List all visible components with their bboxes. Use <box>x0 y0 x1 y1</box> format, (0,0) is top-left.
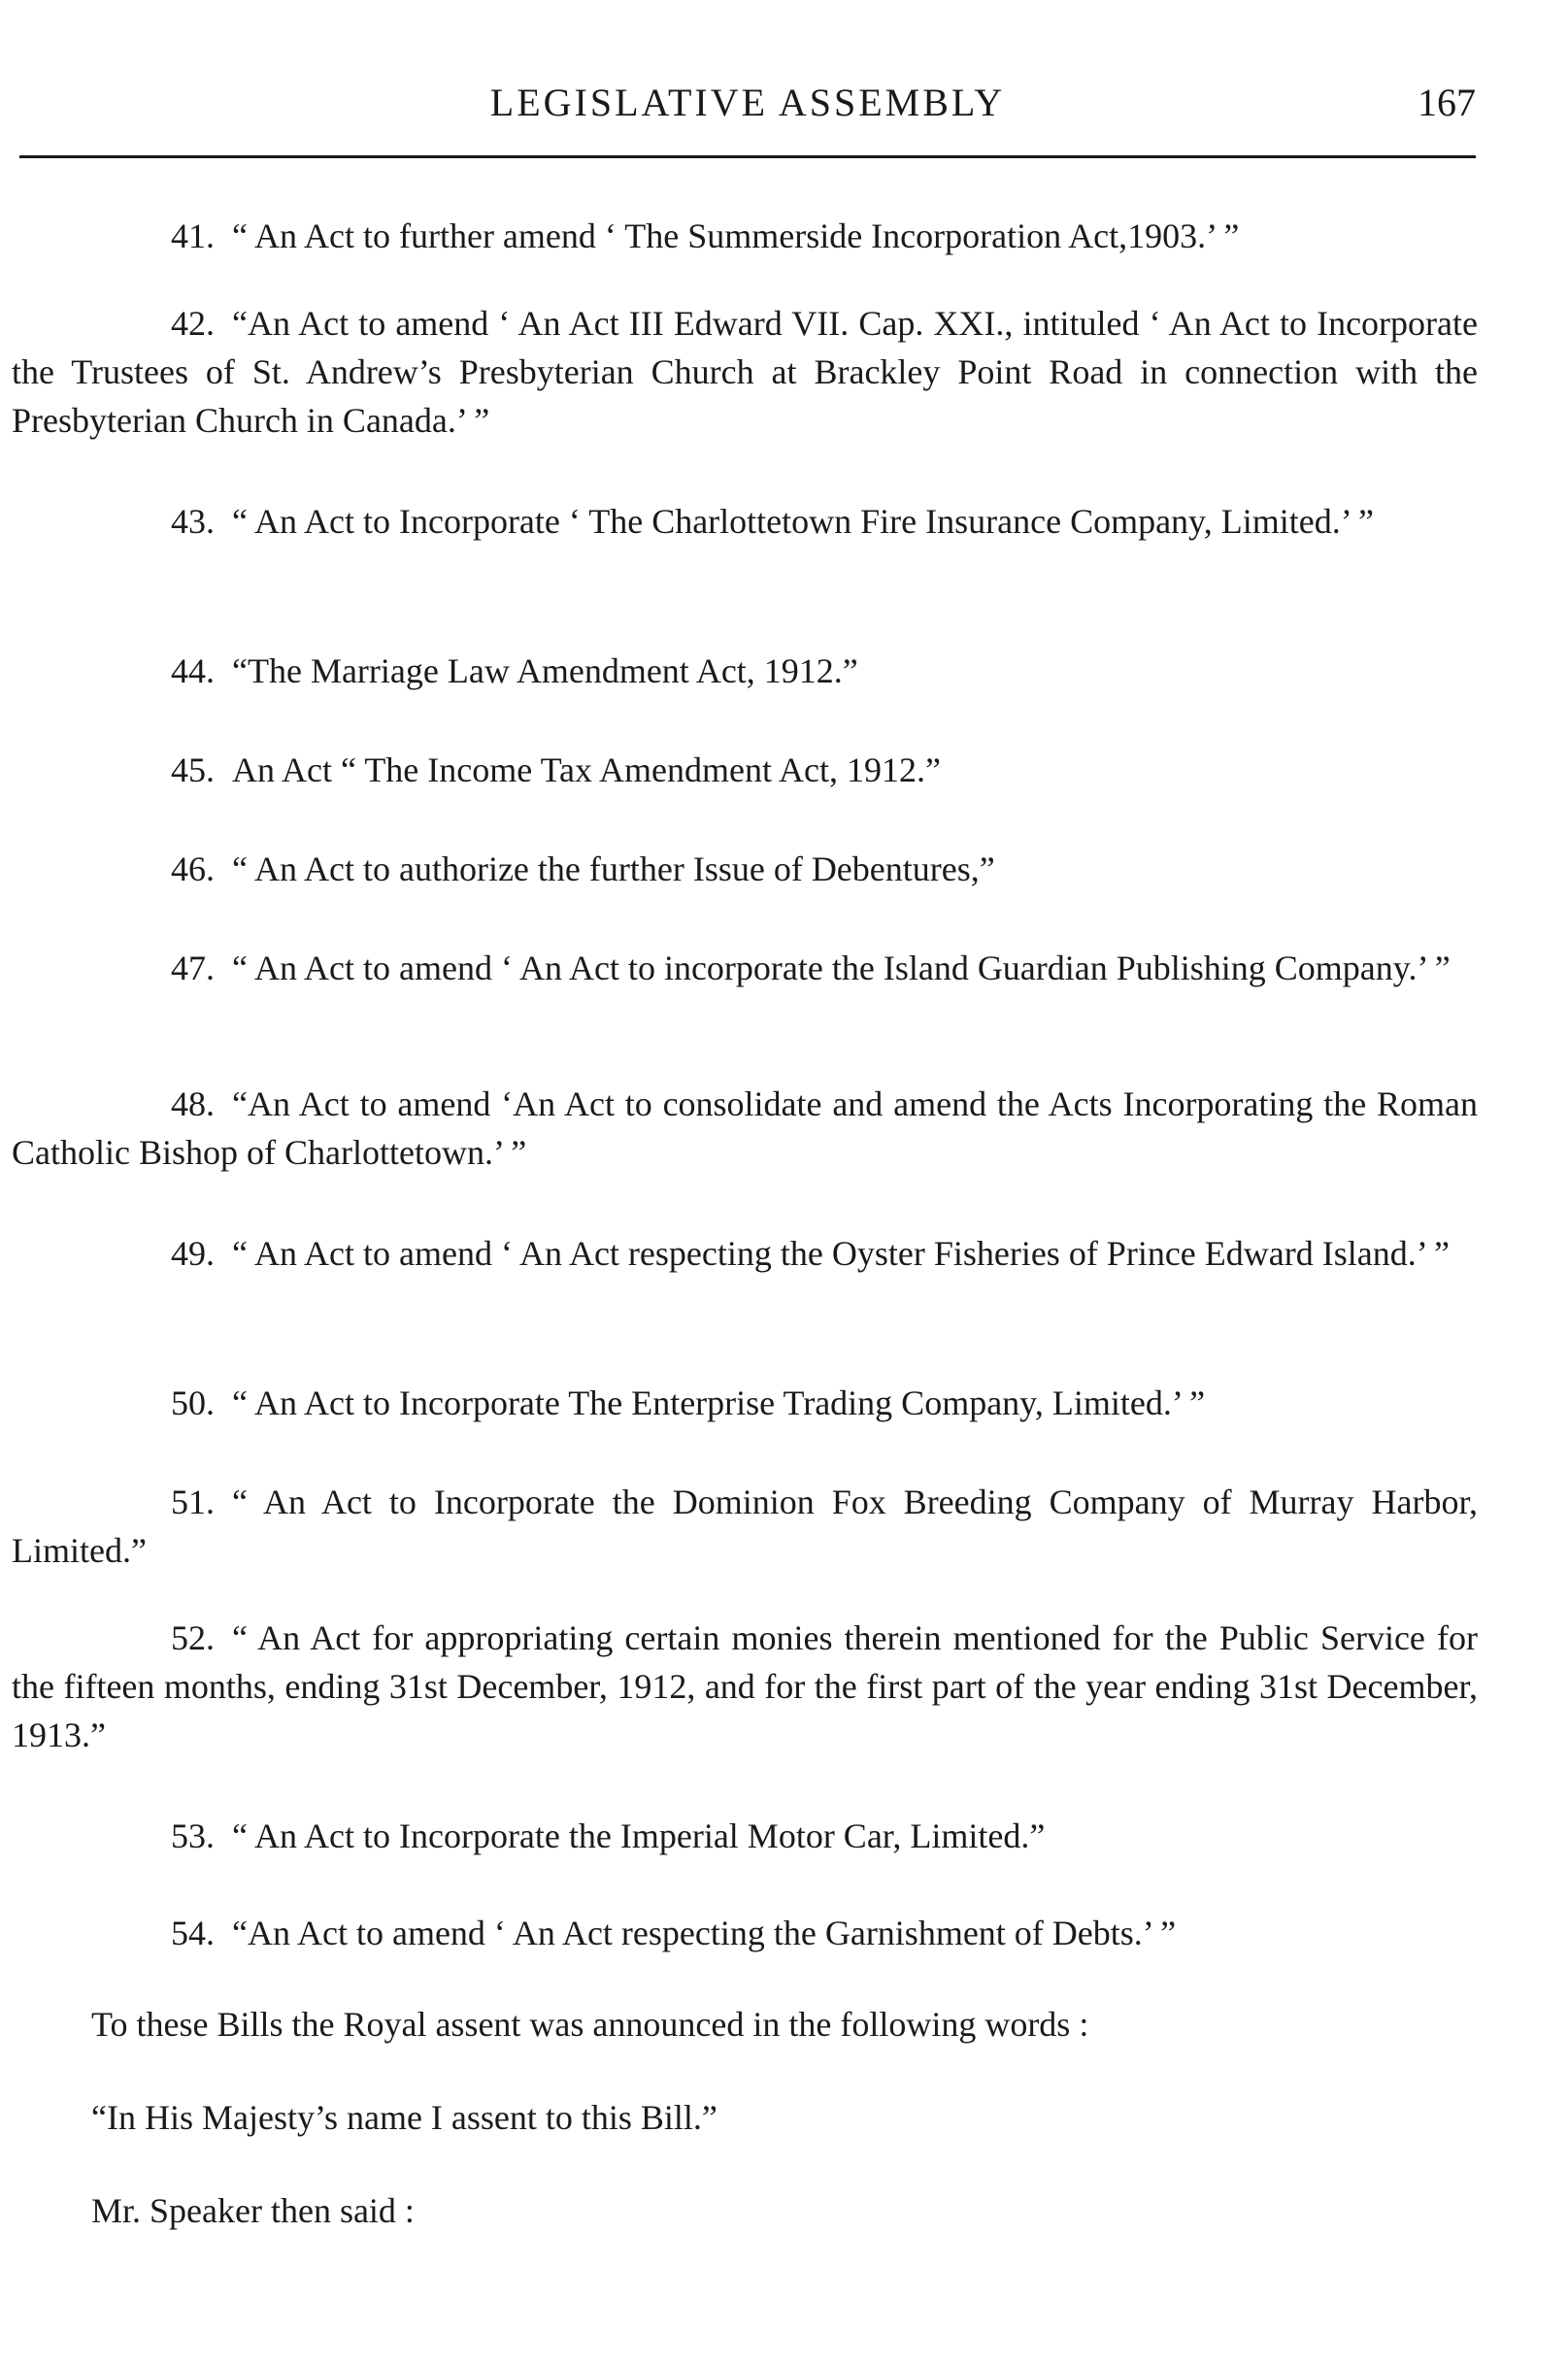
bill-number: 46. <box>171 850 215 888</box>
bill-title: An Act “ The Income Tax Amendment Act, 1912.” <box>232 750 941 789</box>
header-rule <box>19 155 1476 158</box>
bill-title: “The Marriage Law Amendment Act, 1912.” <box>232 651 858 690</box>
bill-entry-43 <box>12 497 1478 546</box>
royal-assent-intro: To these Bills the Royal assent was announced in the following words : <box>91 2005 1089 2044</box>
bill-number: 48. <box>171 1084 215 1123</box>
bill-number: 54. <box>171 1914 215 1952</box>
bill-number: 49. <box>171 1234 215 1273</box>
bill-title: “An Act to amend ‘ An Act III Edward VII. Cap. XXI., intituled ‘ An Act to Incorporate the Trustees of St. Andrew’s Presbyterian Church at Brackley Point Road in connection with the Presbyterian Church in Canada.’ ” <box>12 304 1478 440</box>
bill-title: “ An Act to amend ‘ An Act to incorporate the Island Guardian Publishing Company.’ ” <box>232 949 1451 987</box>
page-number: 167 <box>1418 81 1476 124</box>
bill-entry-51 <box>12 1478 1478 1575</box>
bill-title: “ An Act to Incorporate the Dominion Fox Breeding Company of Murray Harbor, Limited.” <box>12 1483 1478 1570</box>
bill-title: “ An Act to amend ‘ An Act respecting the Oyster Fisheries of Prince Edward Island.’ ” <box>232 1234 1451 1273</box>
bill-entry-49 <box>12 1229 1478 1278</box>
bill-entry-54 <box>12 1909 1478 1957</box>
bill-number: 50. <box>171 1383 215 1422</box>
bill-title: “ An Act to Incorporate the Imperial Motor Car, Limited.” <box>232 1816 1046 1855</box>
bill-entry-50 <box>12 1379 1478 1427</box>
bill-title: “ An Act for appropriating certain monies therein mentioned for the Public Service for the fifteen months, ending 31st December, 1912, and for the first part of the year ending 31st December, 1913.” <box>12 1618 1478 1754</box>
bill-entry-53 <box>12 1812 1478 1860</box>
bill-number: 47. <box>171 949 215 987</box>
speaker-line: Mr. Speaker then said : <box>91 2191 415 2230</box>
royal-assent-words: “In His Majesty’s name I assent to this Bill.” <box>91 2098 717 2137</box>
bill-number: 41. <box>171 217 215 255</box>
bill-number: 53. <box>171 1816 215 1855</box>
bill-title: “ An Act to further amend ‘ The Summerside Incorporation Act,1903.’ ” <box>232 217 1240 255</box>
bill-entry-52 <box>12 1614 1478 1759</box>
bill-title: “ An Act to authorize the further Issue of Debentures,” <box>232 850 995 888</box>
bill-entry-48 <box>12 1080 1478 1177</box>
bill-title: “An Act to amend ‘ An Act respecting the Garnishment of Debts.’ ” <box>232 1914 1177 1952</box>
running-head: LEGISLATIVE ASSEMBLY <box>489 81 1006 124</box>
page-header <box>19 80 1476 138</box>
bill-title: “An Act to amend ‘An Act to consolidate and amend the Acts Incorporating the Roman Catholic Bishop of Charlottetown.’ ” <box>12 1084 1478 1172</box>
bill-entry-47 <box>12 944 1478 992</box>
bill-entry-41 <box>12 212 1478 260</box>
bill-number: 45. <box>171 750 215 789</box>
bill-entry-44 <box>12 647 1478 695</box>
bill-entry-42 <box>12 299 1478 445</box>
bill-number: 42. <box>171 304 215 343</box>
bill-number: 52. <box>171 1618 215 1657</box>
bill-number: 43. <box>171 502 215 541</box>
bill-title: “ An Act to Incorporate ‘ The Charlottetown Fire Insurance Company, Limited.’ ” <box>232 502 1374 541</box>
bill-entry-45 <box>12 746 1478 794</box>
bill-title: “ An Act to Incorporate The Enterprise Trading Company, Limited.’ ” <box>232 1383 1206 1422</box>
bill-entry-46 <box>12 845 1478 893</box>
bill-number: 44. <box>171 651 215 690</box>
bill-number: 51. <box>171 1483 215 1521</box>
